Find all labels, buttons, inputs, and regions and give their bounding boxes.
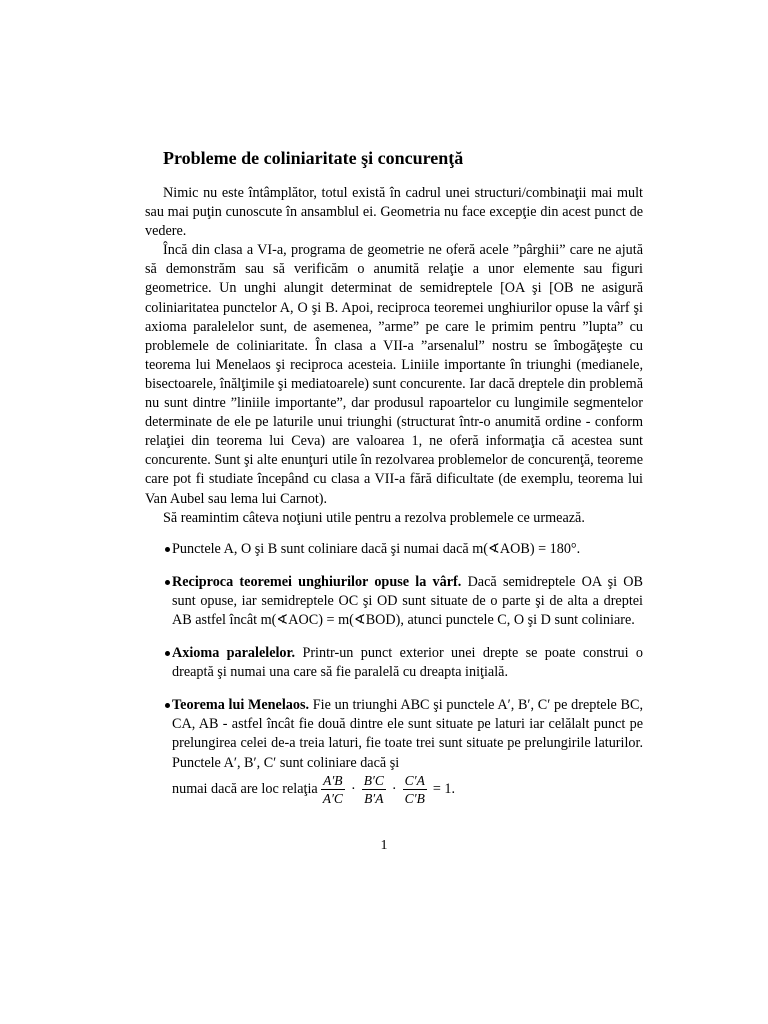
formula-intro: numai dacă are loc relaţia [172,780,318,797]
list-item-text: Dacă semidreptele OA şi OB sunt opuse, iar semidreptele OC şi OD sunt situate de o parte şi de alta a dreptei AB astfel încât m(∢AOC) = m(∢BOD), atunci punctele C, O şi D sunt coliniare. [172,573,644,628]
page-content [145,146,643,820]
list-item-text: Fie un triunghi ABC şi punctele A′, B′, C′ pe dreptele BC, CA, AB - astfel încât fie două dintre ele sunt situate pe laturi iar celălalt punct pe prelungirea celei de-a treia laturi, fie toate trei sunt situate pe prelungirile laturilor. Punctele A′, B′, C′ sunt coliniare dacă şi [172,697,643,771]
paragraph-intro: Nimic nu este întâmplător, totul există în cadrul unei structuri/combinaţii mai mult sau mai puţin cunoscute în ansamblul ei. Geometria nu face excepţie din acest punct de vedere. [145,185,643,240]
fraction [403,773,427,806]
list-item [145,540,643,559]
list-item [145,696,643,805]
paragraph-reminder: Să reamintim câteva noţiuni utile pentru a rezolva problemele ce urmează. [163,509,585,526]
fraction-numerator: B′C [363,772,384,788]
fraction-numerator: A′B [323,772,343,788]
fraction-numerator: C′A [404,772,425,788]
list-item [145,644,643,682]
multiply-dot: · [391,780,397,797]
multiply-dot: · [350,780,356,797]
fraction-denominator: A′C [322,790,343,806]
paragraph-body: Încă din clasa a VI-a, programa de geometrie ne oferă acele ”pârghii” care ne ajută să demonstrăm sau să verificăm o anumită relaţie a unor elemente sau figuri geometrice. Un unghi alungit determinat de semidreptele [OA şi [OB ne asigură coliniaritatea punctelor A, O şi B. Apoi, reciproca teoremei unghiurilor opuse la vârf şi axioma paralelelor sunt, de asemenea, ”arme” pe care le primim pentru ”lupta” cu problemele de coliniaritate. În clasa a VII-a ”arsenalul” nostru se îmbogăţeşte cu teorema lui Menelaos şi reciproca acesteia. Liniile importante în triunghi (medianele, bisectoarele, înălţimile şi mediatoarele) sunt concurente. Iar dacă dreptele din problemă nu sunt dintre ”liniile importante”, dar produsul rapoartelor cu lungimile segmentelor determinate de ele pe laturile unui triunghi (structurat într-o anumită ordine - conform relaţiei din teorema lui Ceva) are valoarea 1, ne oferă informaţia că acestea sunt concurente. Sunt şi alte enunţuri utile în rezolvarea problemelor de concurenţă, teoreme care pot fi studiate începând cu clasa a VII-a fără dificultate (de exemplu, teorema lui Van Aubel sau lema lui Carnot). [145,242,643,507]
fraction-denominator: C′B [404,790,425,806]
fraction [362,773,386,806]
notions-list [145,540,643,806]
formula-result: = 1. [432,780,456,797]
fraction-denominator: B′A [364,790,384,806]
list-item-lead: Axioma paralelelor. [172,645,296,662]
list-item-lead: Teorema lui Menelaos. [172,697,310,714]
list-item-text: Printr-un punct exterior unei drepte se poate construi o dreaptă şi numai una care să fie paralelă cu dreapta iniţială. [172,645,644,681]
fraction [321,773,345,806]
list-item [145,573,643,630]
menelaus-formula [172,773,643,806]
list-item-lead: Reciproca teoremei unghiurilor opuse la vârf. [172,573,462,590]
page-number: 1 [380,838,388,853]
list-item-text: Punctele A, O şi B sunt coliniare dacă şi numai dacă m(∢AOB) = 180°. [172,540,581,557]
page-title: Probleme de coliniaritate şi concurenţă [163,148,464,168]
